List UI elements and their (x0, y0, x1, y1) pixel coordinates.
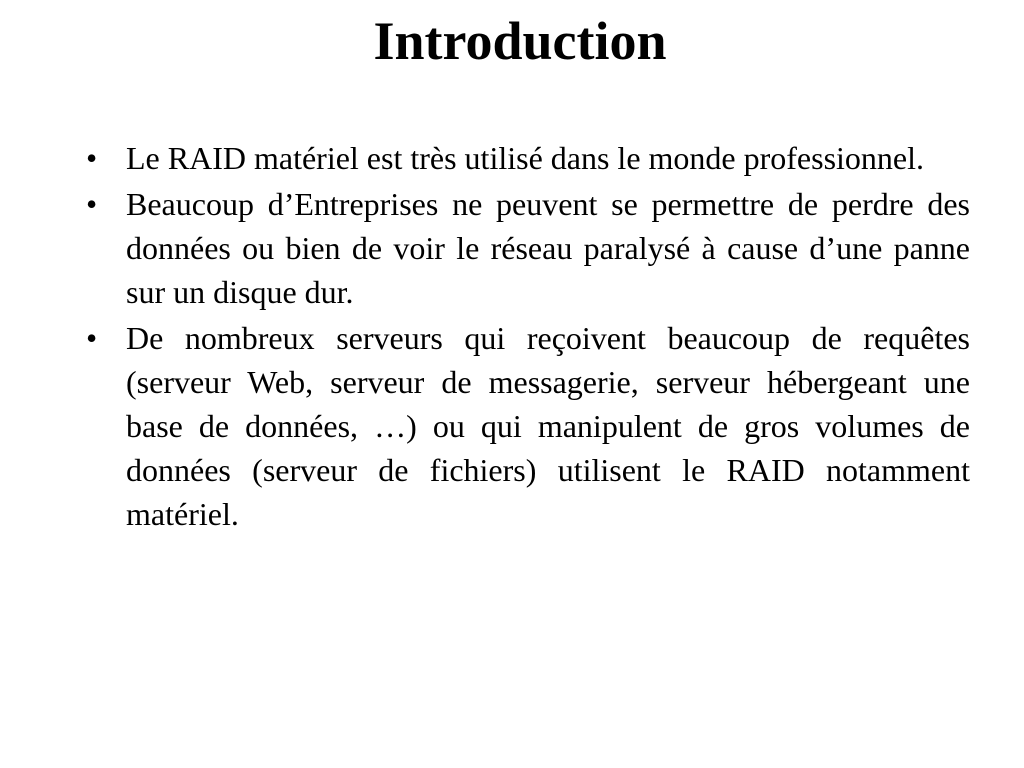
bullet-item (86, 182, 970, 314)
bullet-item (86, 136, 970, 180)
bullet-icon: • (86, 320, 98, 356)
bullet-item (86, 316, 970, 536)
bullet-icon: • (86, 140, 98, 176)
bullet-text: De nombreux serveurs qui reçoivent beaucoup de requêtes (serveur Web, serveur de messagerie, serveur hébergeant une base de données, …) ou qui manipulent de gros volumes de données (serveur de fichiers) utilisent le RAID notamment matériel. (126, 320, 970, 532)
bullet-icon: • (86, 186, 98, 222)
slide-title: Introduction (373, 11, 667, 71)
bullet-list (86, 136, 970, 538)
bullet-text: Le RAID matériel est très utilisé dans le monde professionnel. (126, 140, 925, 176)
bullet-text: Beaucoup d’Entreprises ne peuvent se permettre de perdre des données ou bien de voir le réseau paralysé à cause d’une panne sur un disque dur. (126, 186, 970, 310)
